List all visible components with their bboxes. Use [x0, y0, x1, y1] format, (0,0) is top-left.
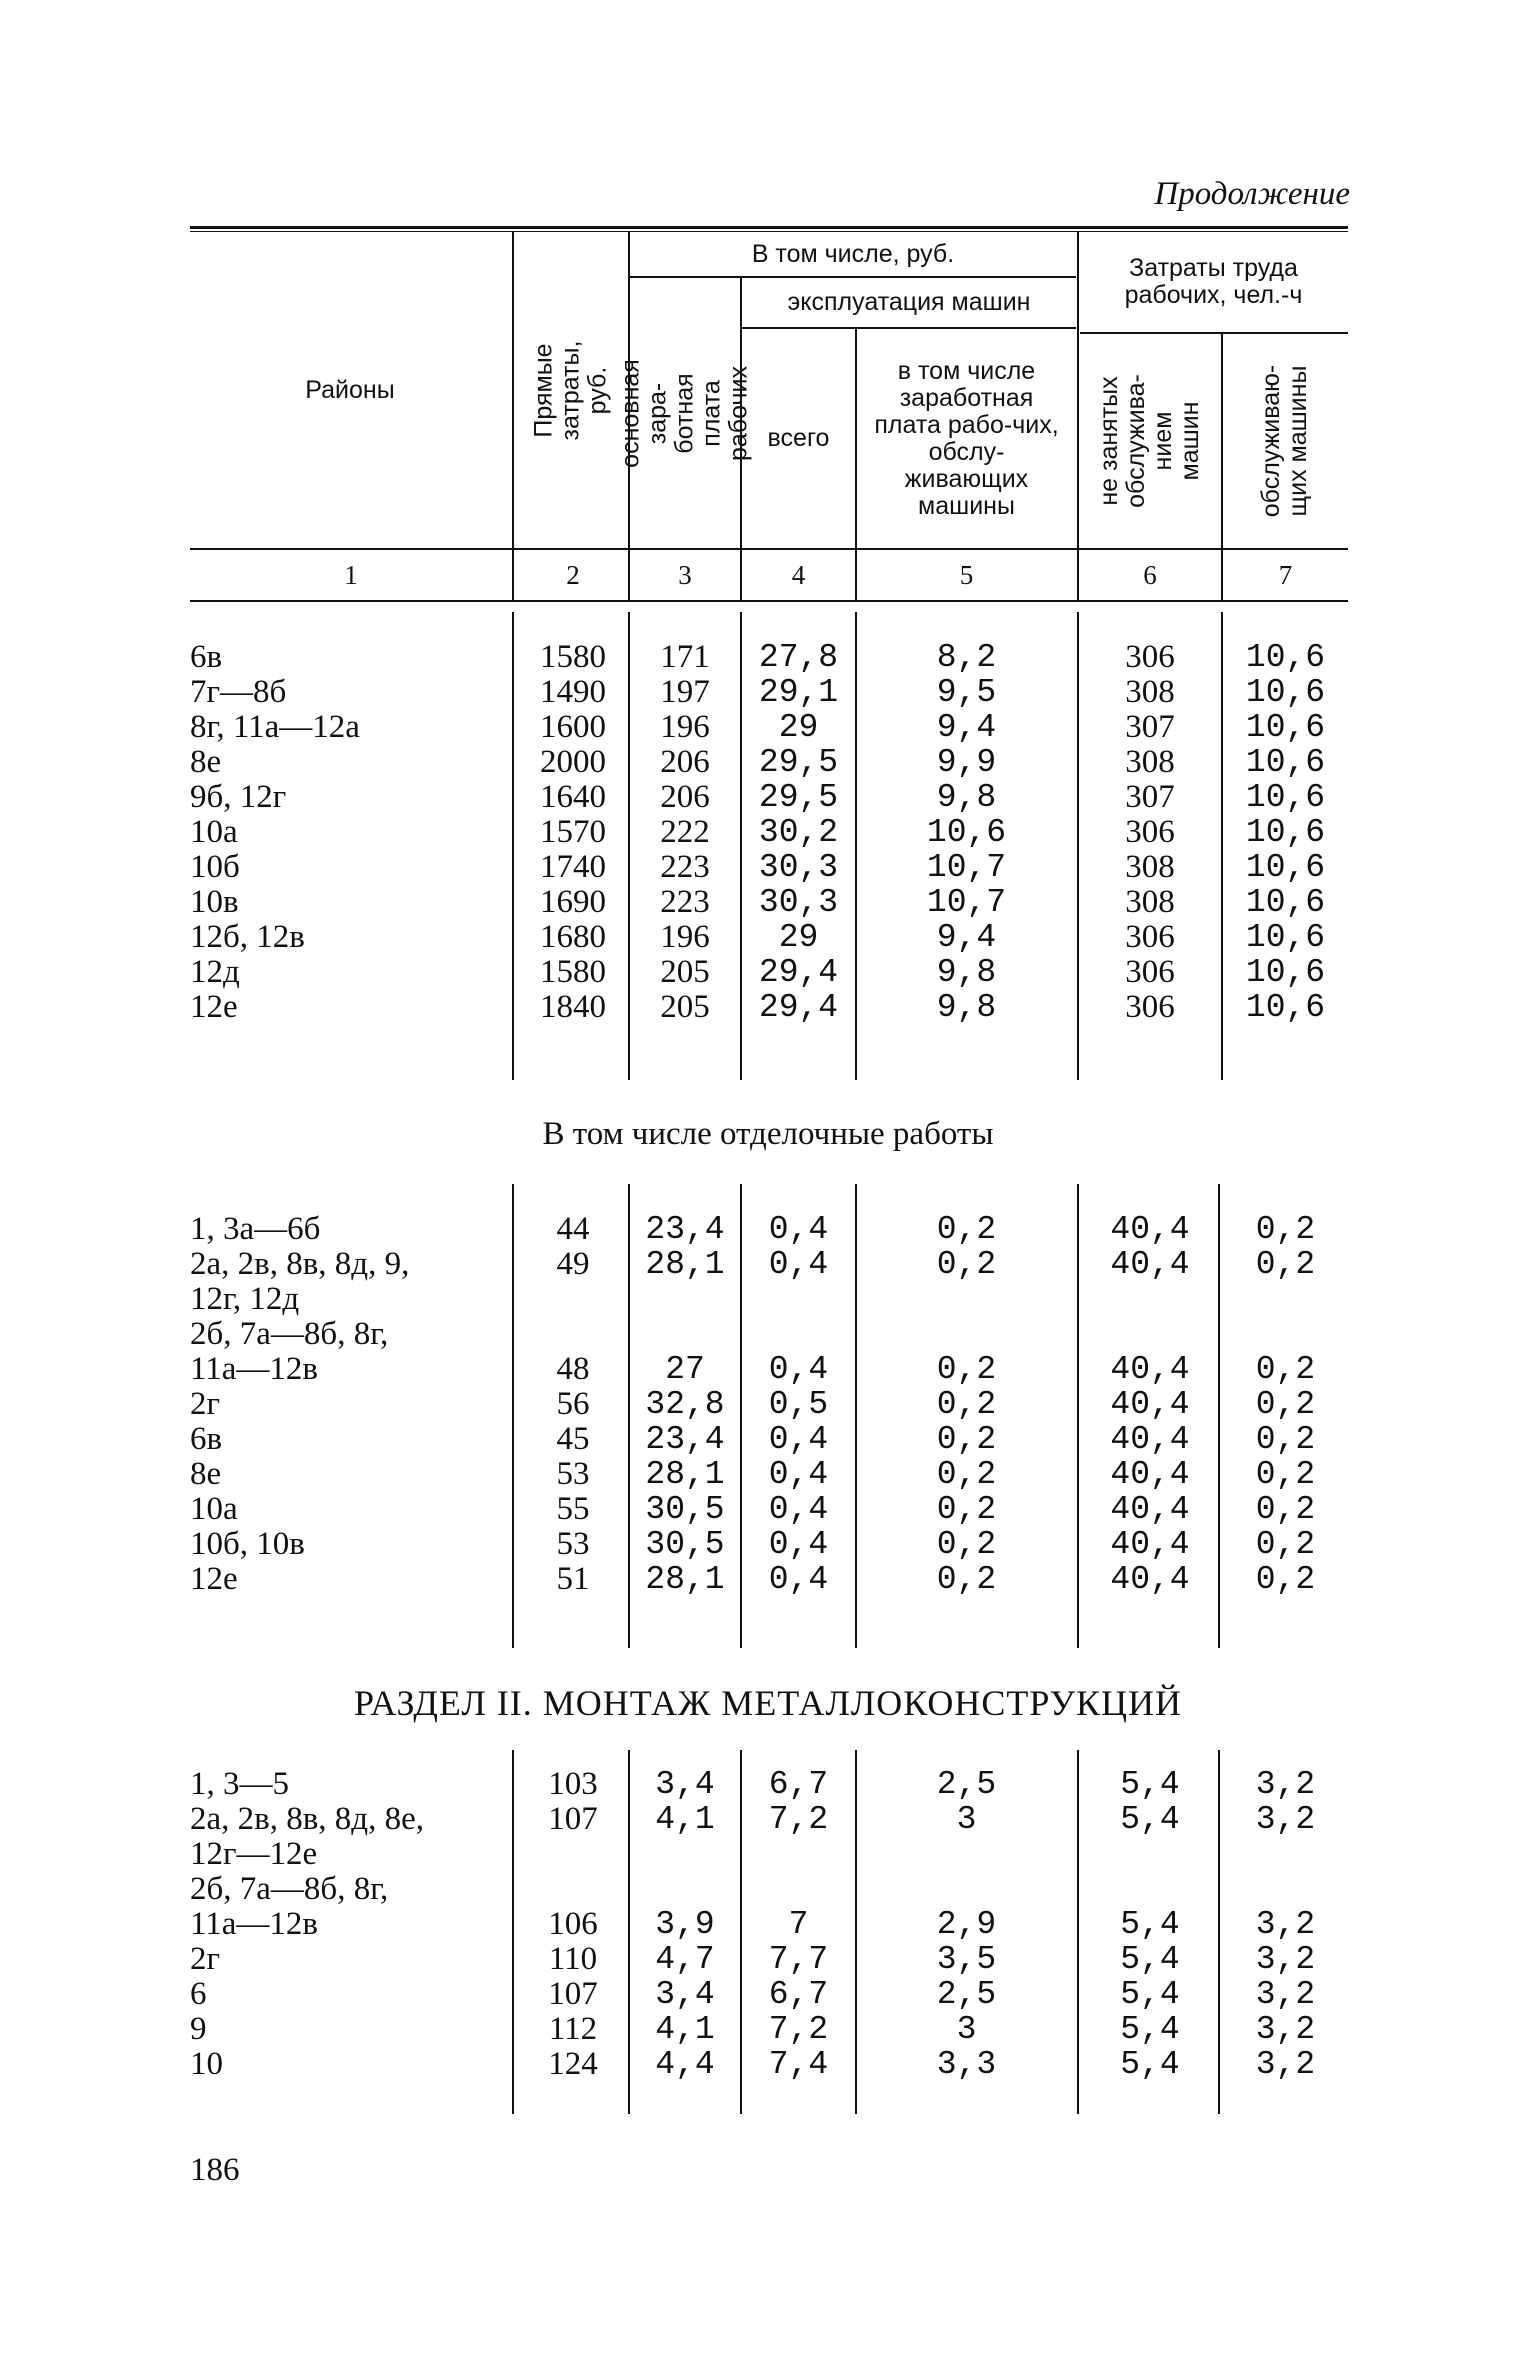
colnum-7: 7 [1278, 560, 1293, 590]
district-label: 10в [190, 884, 239, 920]
header-osnovnaya-text: основная зара-ботная плата рабочих [616, 358, 753, 468]
cell-col-3: 23,4 [645, 1421, 725, 1458]
cell-col-6: 40,4 [1110, 1386, 1190, 1423]
header-ne-zanyatyh [1079, 334, 1221, 548]
table-row [0, 710, 1536, 745]
table-row [0, 745, 1536, 780]
cell-col-6: 306 [1125, 989, 1175, 1025]
cell-col-3: 171 [660, 639, 710, 675]
cell-col-3: 28,1 [645, 1246, 725, 1283]
cell-col-6: 306 [1125, 919, 1175, 955]
cell-col-6: 40,4 [1110, 1351, 1190, 1388]
cell-col-2: 49 [556, 1246, 590, 1282]
cell-col-2: 53 [556, 1526, 590, 1562]
table-row [0, 1422, 1536, 1457]
header-obsluzhivayu-text: обслуживаю-щих машины [1257, 364, 1313, 518]
cell-col-7: 0,2 [1255, 1351, 1316, 1388]
table-row [0, 2012, 1536, 2047]
cell-col-2: 107 [548, 1976, 598, 2012]
cell-col-6: 40,4 [1110, 1526, 1190, 1563]
cell-col-6: 308 [1125, 884, 1175, 920]
cell-col-2: 1740 [540, 849, 606, 885]
cell-col-2: 55 [556, 1491, 590, 1527]
district-label: 2а, 2в, 8в, 8д, 9, [190, 1246, 410, 1282]
district-label-cont: 11а—12в [190, 1351, 319, 1387]
cell-col-5: 2,9 [936, 1906, 997, 1943]
cell-col-7: 3,2 [1255, 1801, 1316, 1838]
cell-col-5: 9,8 [936, 989, 997, 1026]
cell-col-3: 197 [660, 674, 710, 710]
table-row [0, 1247, 1536, 1317]
district-label: 2б, 7а—8б, 8г, [190, 1871, 389, 1907]
header-pryamye-text: Прямые затраты, руб. [529, 340, 612, 440]
table-row [0, 1562, 1536, 1597]
table-row [0, 675, 1536, 710]
section-title: РАЗДЕЛ II. МОНТАЖ МЕТАЛЛОКОНСТРУКЦИЙ [353, 1683, 1183, 1723]
cell-col-7: 10,6 [1245, 639, 1326, 676]
colnum-3: 3 [678, 560, 692, 590]
cell-col-7: 0,2 [1255, 1456, 1316, 1493]
cell-col-6: 5,4 [1120, 1801, 1180, 1838]
district-label: 8г, 11а—12а [190, 709, 360, 745]
cell-col-7: 0,2 [1255, 1211, 1316, 1248]
cell-col-3: 206 [660, 779, 710, 815]
cell-col-6: 5,4 [1120, 1766, 1180, 1803]
cell-col-5: 9,8 [936, 779, 997, 816]
cell-col-4: 29,5 [758, 744, 839, 781]
cell-col-3: 4,1 [655, 2011, 715, 2048]
cell-col-6: 307 [1125, 779, 1175, 815]
cell-col-5: 10,7 [926, 884, 1007, 921]
cell-col-4: 7,7 [768, 1941, 829, 1978]
cell-col-6: 5,4 [1120, 2011, 1180, 2048]
district-label: 10 [190, 2046, 223, 2082]
district-label: 6в [190, 639, 223, 675]
cell-col-7: 0,2 [1255, 1421, 1316, 1458]
district-label: 12б, 12в [190, 919, 305, 955]
district-label-cont: 12г, 12д [190, 1281, 300, 1317]
cell-col-4: 6,7 [768, 1976, 829, 2013]
cell-col-3: 27 [665, 1351, 705, 1388]
cell-col-7: 0,2 [1255, 1491, 1316, 1528]
cell-col-6: 5,4 [1120, 1906, 1180, 1943]
header-osnovnaya [616, 278, 753, 548]
cell-col-5: 8,2 [936, 639, 997, 676]
cell-col-4: 29,5 [758, 779, 839, 816]
cell-col-5: 2,5 [936, 1766, 997, 1803]
district-label: 9 [190, 2011, 207, 2047]
cell-col-7: 10,6 [1245, 779, 1326, 816]
cell-col-4: 27,8 [758, 639, 839, 676]
cell-col-5: 0,2 [936, 1456, 997, 1493]
table-row [0, 1492, 1536, 1527]
colnum-bottom-rule [190, 600, 1348, 602]
cell-col-6: 40,4 [1110, 1456, 1190, 1493]
table-row [0, 640, 1536, 675]
cell-col-2: 51 [556, 1561, 590, 1597]
table-row [0, 1387, 1536, 1422]
table-row [0, 1317, 1536, 1387]
cell-col-6: 306 [1125, 639, 1175, 675]
cell-col-7: 0,2 [1255, 1386, 1316, 1423]
cell-col-7: 3,2 [1255, 1976, 1316, 2013]
cell-col-4: 29,4 [758, 989, 839, 1026]
cell-col-3: 30,5 [645, 1491, 725, 1528]
subsection-title: В том числе отделочные работы [542, 1116, 994, 1152]
table-row [0, 815, 1536, 850]
cell-col-6: 308 [1125, 674, 1175, 710]
district-label: 2г [190, 1941, 221, 1977]
cell-col-4: 0,4 [768, 1421, 829, 1458]
table-row [0, 1527, 1536, 1562]
cell-col-7: 10,6 [1245, 919, 1326, 956]
cell-col-5: 2,5 [936, 1976, 997, 2013]
cell-col-3: 4,1 [655, 1801, 715, 1838]
cell-col-2: 44 [556, 1211, 590, 1247]
cell-col-7: 3,2 [1255, 2011, 1316, 2048]
cell-col-3: 196 [660, 919, 710, 955]
cell-col-6: 306 [1125, 814, 1175, 850]
cell-col-2: 2000 [540, 744, 606, 780]
cell-col-3: 206 [660, 744, 710, 780]
cell-col-7: 10,6 [1245, 954, 1326, 991]
cell-col-4: 29 [778, 919, 819, 956]
cell-col-3: 205 [660, 989, 710, 1025]
header-ne-zanyatyh-text: не занятых обслужива-нием машин [1095, 374, 1204, 508]
cell-col-5: 0,2 [936, 1561, 997, 1598]
continuation-label: Продолжение [1154, 176, 1350, 212]
cell-col-3: 4,4 [655, 2046, 715, 2083]
cell-col-4: 29 [778, 709, 819, 746]
cell-col-2: 107 [548, 1801, 598, 1837]
cell-col-5: 9,4 [936, 919, 997, 956]
cell-col-7: 10,6 [1245, 884, 1326, 921]
table-row [0, 955, 1536, 990]
cell-col-7: 3,2 [1255, 1906, 1316, 1943]
cell-col-5: 0,2 [936, 1351, 997, 1388]
district-label: 10а [190, 1491, 238, 1527]
cell-col-6: 40,4 [1110, 1421, 1190, 1458]
cell-col-2: 1600 [540, 709, 606, 745]
cell-col-4: 0,4 [768, 1456, 829, 1493]
cell-col-6: 308 [1125, 744, 1175, 780]
cell-col-5: 9,9 [936, 744, 997, 781]
cell-col-5: 9,8 [936, 954, 997, 991]
cell-col-5: 10,7 [926, 849, 1007, 886]
table-row [0, 1457, 1536, 1492]
cell-col-2: 103 [548, 1766, 598, 1802]
cell-col-2: 45 [556, 1421, 590, 1457]
district-label: 10б [190, 849, 240, 885]
cell-col-3: 32,8 [645, 1386, 725, 1423]
district-label: 12д [190, 954, 240, 990]
cell-col-2: 1580 [540, 954, 606, 990]
cell-col-2: 124 [548, 2046, 598, 2082]
cell-col-5: 0,2 [936, 1386, 997, 1423]
cell-col-4: 0,4 [768, 1246, 829, 1283]
header-rayony: Районы [305, 375, 395, 404]
district-label: 10б, 10в [190, 1526, 305, 1562]
cell-col-5: 9,4 [936, 709, 997, 746]
cell-col-6: 5,4 [1120, 2046, 1180, 2083]
cell-col-5: 9,5 [936, 674, 997, 711]
table-row [0, 1977, 1536, 2012]
cell-col-7: 10,6 [1245, 744, 1326, 781]
header-ekspluatatsiya: эксплуатация машин [787, 288, 1031, 316]
header-zatraty-truda: Затраты труда рабочих, чел.-ч [1124, 254, 1303, 309]
cell-col-2: 1570 [540, 814, 606, 850]
page-number: 186 [190, 2152, 240, 2188]
cell-col-5: 0,2 [936, 1211, 997, 1248]
district-label: 2г [190, 1386, 221, 1422]
cell-col-3: 223 [660, 884, 710, 920]
district-label: 10а [190, 814, 238, 850]
district-label: 6в [190, 1421, 223, 1457]
cell-col-2: 1680 [540, 919, 606, 955]
cell-col-6: 40,4 [1110, 1491, 1190, 1528]
cell-col-2: 1640 [540, 779, 606, 815]
cell-col-3: 30,5 [645, 1526, 725, 1563]
cell-col-7: 0,2 [1255, 1526, 1316, 1563]
cell-col-2: 53 [556, 1456, 590, 1492]
cell-col-7: 0,2 [1255, 1561, 1316, 1598]
cell-col-3: 4,7 [655, 1941, 715, 1978]
cell-col-4: 7 [788, 1906, 809, 1943]
header-vsego: всего [767, 424, 830, 452]
cell-col-3: 222 [660, 814, 710, 850]
cell-col-4: 0,4 [768, 1561, 829, 1598]
table-row [0, 1212, 1536, 1247]
district-label: 8е [190, 1456, 222, 1492]
cell-col-4: 0,4 [768, 1211, 829, 1248]
header-bottom-rule [190, 548, 1348, 550]
cell-col-3: 3,4 [655, 1766, 715, 1803]
colnum-2: 2 [566, 560, 580, 590]
table-row [0, 1767, 1536, 1802]
district-label: 7г—8б [190, 674, 287, 710]
district-label: 8е [190, 744, 222, 780]
cell-col-3: 223 [660, 849, 710, 885]
cell-col-5: 10,6 [926, 814, 1007, 851]
cell-col-2: 48 [556, 1351, 590, 1387]
district-label: 9б, 12г [190, 779, 287, 815]
cell-col-5: 0,2 [936, 1491, 997, 1528]
header-v-tom-chisle: В том числе, руб. [751, 239, 955, 268]
cell-col-6: 40,4 [1110, 1246, 1190, 1283]
cell-col-4: 29,4 [758, 954, 839, 991]
cell-col-4: 0,4 [768, 1491, 829, 1528]
table-row [0, 990, 1536, 1025]
district-label: 12е [190, 1561, 238, 1597]
cell-col-3: 196 [660, 709, 710, 745]
cell-col-4: 0,4 [768, 1351, 829, 1388]
cell-col-4: 0,4 [768, 1526, 829, 1563]
cell-col-5: 3 [956, 2011, 977, 2048]
header-pryamye [514, 232, 628, 548]
header-top-rule [190, 226, 1348, 229]
table-row [0, 885, 1536, 920]
cell-col-4: 30,3 [758, 884, 839, 921]
cell-col-3: 28,1 [645, 1456, 725, 1493]
cell-col-7: 10,6 [1245, 814, 1326, 851]
header-v-tom-chisle-zp: в том числе заработная плата рабо-чих, обслу-живающих машины [874, 356, 1059, 520]
cell-col-5: 3 [956, 1801, 977, 1838]
table-row [0, 1942, 1536, 1977]
cell-col-6: 40,4 [1110, 1561, 1190, 1598]
cell-col-2: 1690 [540, 884, 606, 920]
cell-col-4: 29,1 [758, 674, 839, 711]
colnum-6: 6 [1143, 560, 1157, 590]
cell-col-5: 0,2 [936, 1421, 997, 1458]
cell-col-6: 306 [1125, 954, 1175, 990]
cell-col-2: 56 [556, 1386, 590, 1422]
table-row [0, 780, 1536, 815]
cell-col-6: 5,4 [1120, 1941, 1180, 1978]
cell-col-4: 30,3 [758, 849, 839, 886]
district-label: 6 [190, 1976, 207, 2012]
colnum-4: 4 [791, 560, 806, 590]
cell-col-2: 1490 [540, 674, 606, 710]
colnum-1: 1 [344, 560, 358, 590]
cell-col-4: 30,2 [758, 814, 839, 851]
cell-col-5: 0,2 [936, 1526, 997, 1563]
cell-col-4: 0,5 [768, 1386, 829, 1423]
district-label-cont: 11а—12в [190, 1906, 319, 1942]
cell-col-3: 23,4 [645, 1211, 725, 1248]
cell-col-3: 28,1 [645, 1561, 725, 1598]
cell-col-2: 112 [548, 2011, 598, 2047]
cell-col-6: 307 [1125, 709, 1175, 745]
cell-col-7: 3,2 [1255, 1766, 1316, 1803]
district-label: 12е [190, 989, 238, 1025]
district-label: 1, 3а—6б [190, 1211, 321, 1247]
table-row [0, 1872, 1536, 1942]
cell-col-4: 7,4 [768, 2046, 829, 2083]
table-row [0, 920, 1536, 955]
table-row [0, 2047, 1536, 2082]
cell-col-6: 40,4 [1110, 1211, 1190, 1248]
cell-col-7: 10,6 [1245, 849, 1326, 886]
cell-col-4: 7,2 [768, 1801, 829, 1838]
cell-col-5: 3,5 [936, 1941, 997, 1978]
cell-col-2: 110 [548, 1941, 598, 1977]
table-row [0, 1802, 1536, 1872]
cell-col-3: 205 [660, 954, 710, 990]
cell-col-7: 10,6 [1245, 674, 1326, 711]
district-label-cont: 12г—12е [190, 1836, 318, 1872]
cell-col-4: 7,2 [768, 2011, 829, 2048]
cell-col-6: 308 [1125, 849, 1175, 885]
cell-col-2: 1840 [540, 989, 606, 1025]
district-label: 1, 3—5 [190, 1766, 289, 1802]
cell-col-2: 1580 [540, 639, 606, 675]
cell-col-2: 106 [548, 1906, 598, 1942]
cell-col-3: 3,9 [655, 1906, 715, 1943]
cell-col-7: 10,6 [1245, 709, 1326, 746]
table-row [0, 850, 1536, 885]
cell-col-7: 10,6 [1245, 989, 1326, 1026]
header-obsluzhivayu [1223, 334, 1348, 548]
cell-col-7: 3,2 [1255, 1941, 1316, 1978]
cell-col-3: 3,4 [655, 1976, 715, 2013]
cell-col-5: 0,2 [936, 1246, 997, 1283]
cell-col-7: 0,2 [1255, 1246, 1316, 1283]
district-label: 2а, 2в, 8в, 8д, 8е, [190, 1801, 424, 1837]
cell-col-6: 5,4 [1120, 1976, 1180, 2013]
cell-col-7: 3,2 [1255, 2046, 1316, 2083]
district-label: 2б, 7а—8б, 8г, [190, 1316, 389, 1352]
cell-col-4: 6,7 [768, 1766, 829, 1803]
cell-col-5: 3,3 [936, 2046, 997, 2083]
colnum-5: 5 [959, 560, 974, 590]
